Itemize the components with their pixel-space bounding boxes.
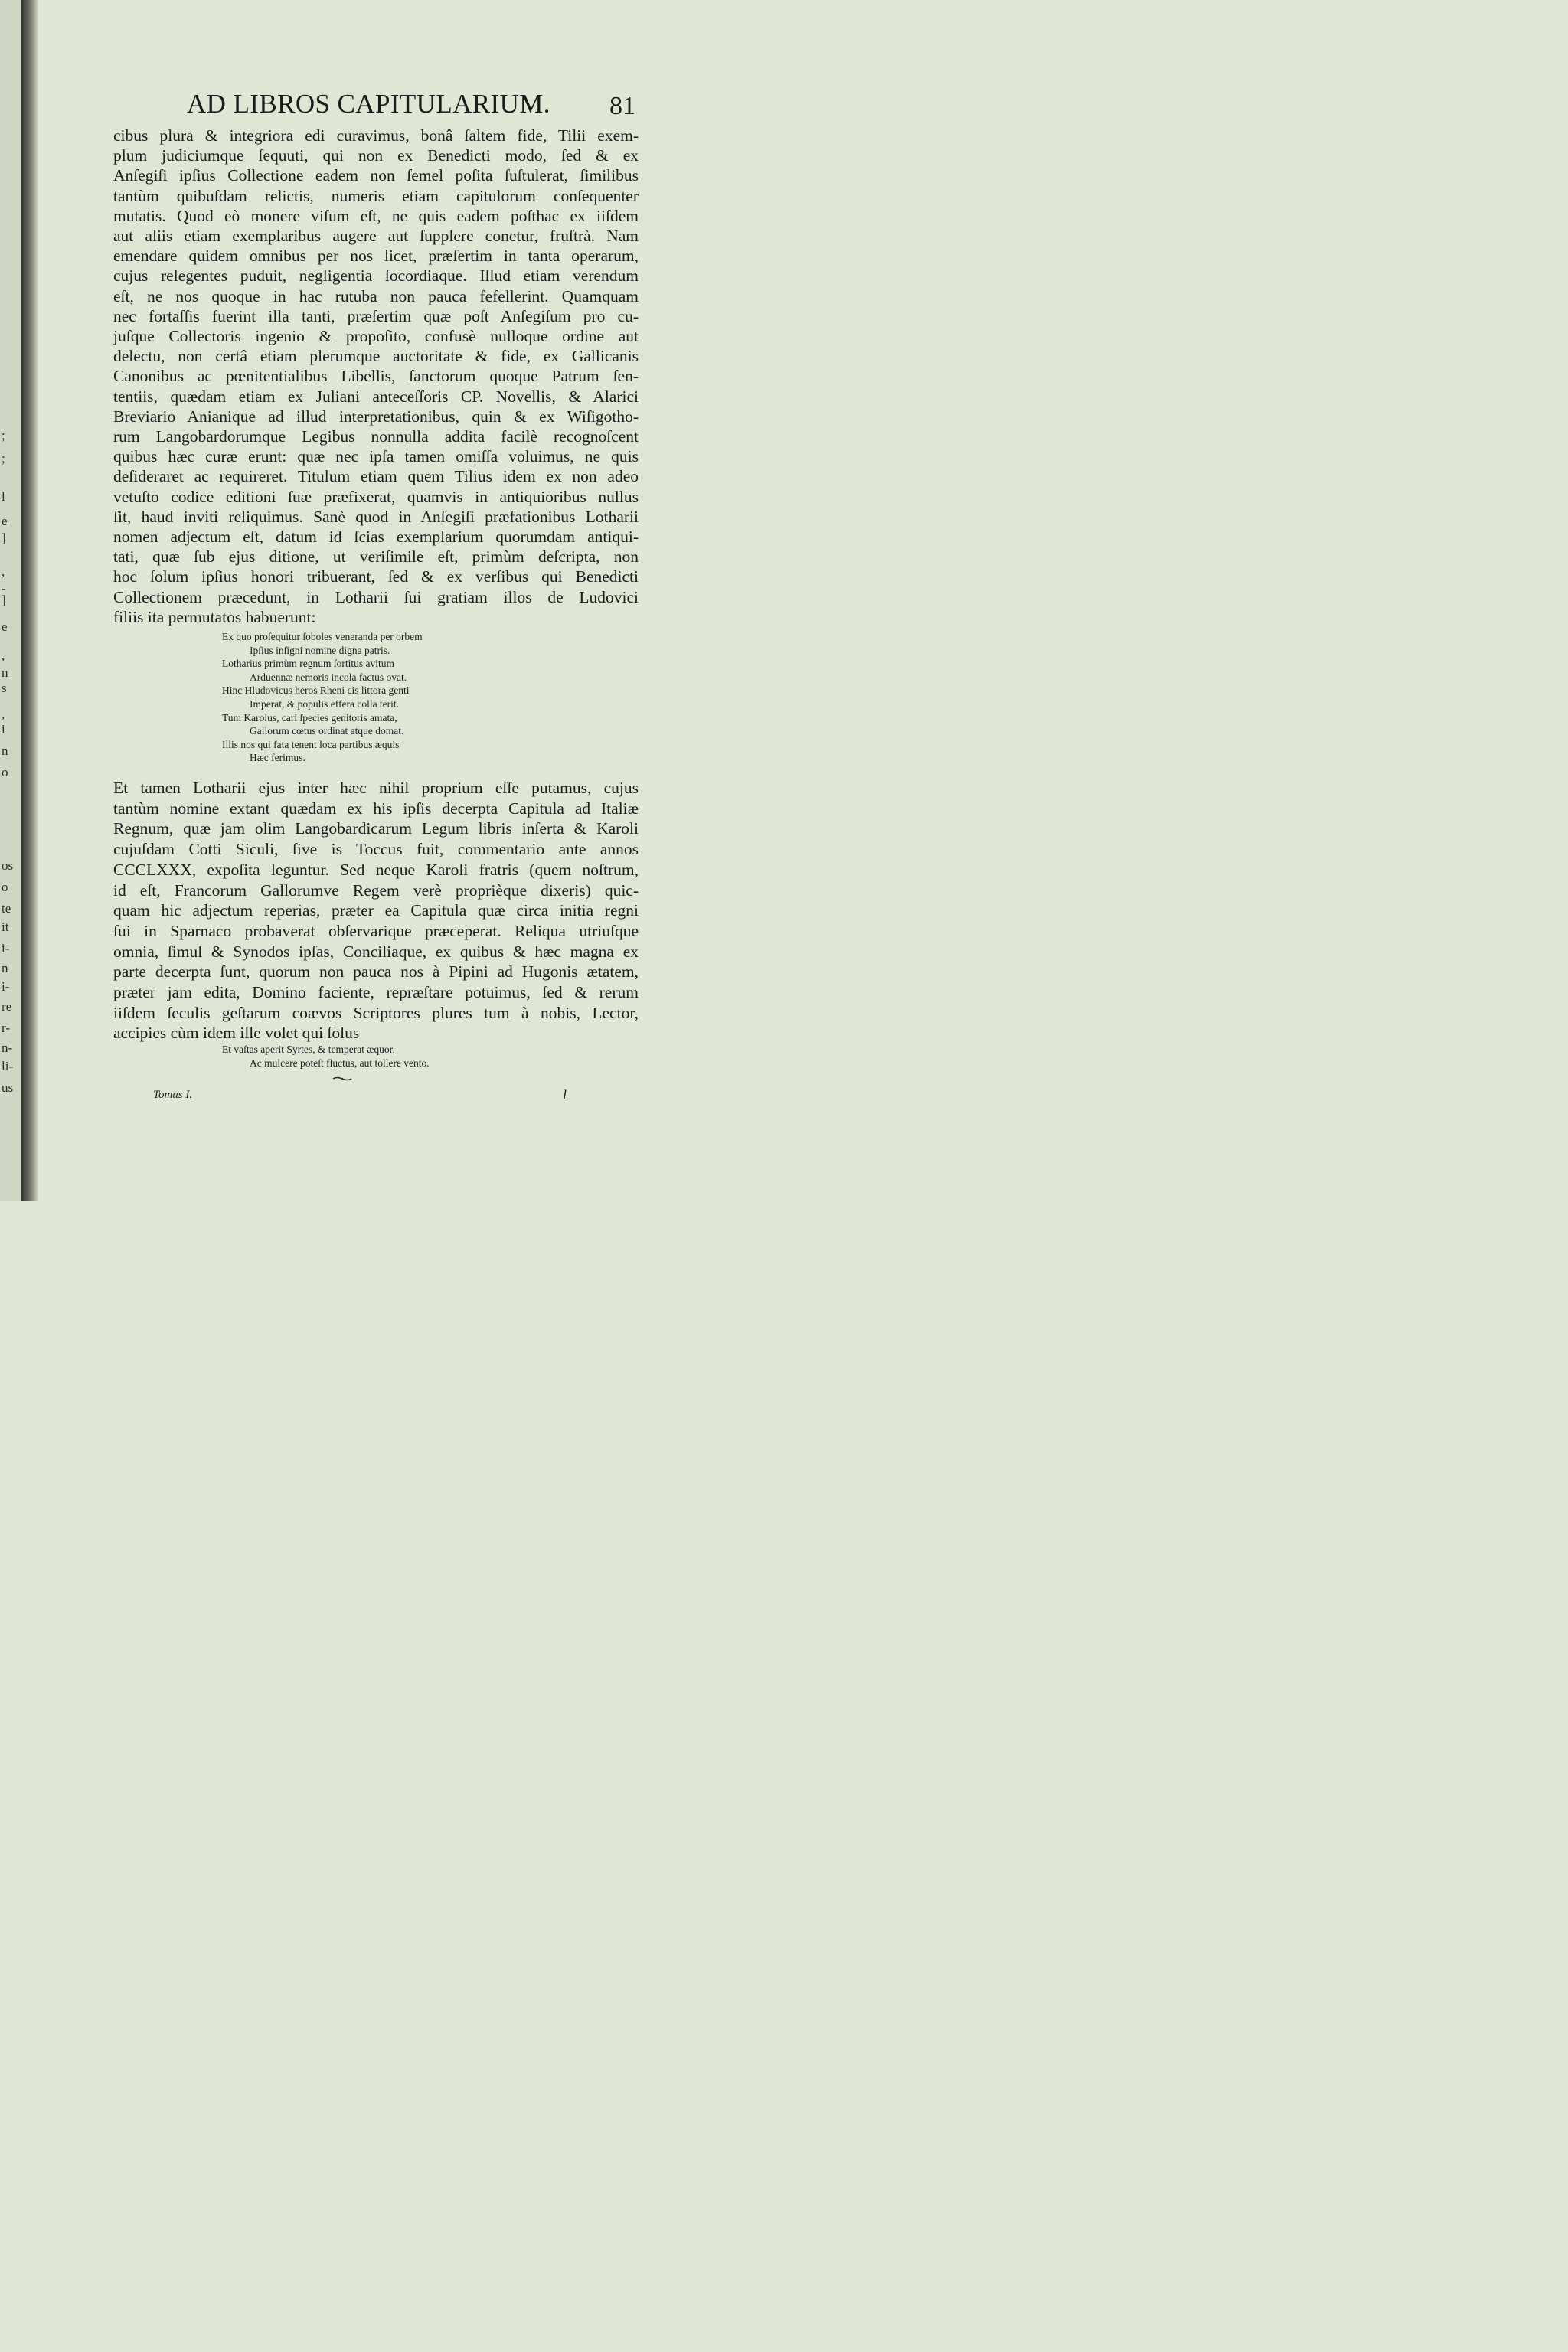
facing-page-fragment: , (2, 648, 5, 663)
text-line: Anſegiſi ipſius Collectione eadem non ſemel poſita ſuſtulerat, ſimilibus (113, 166, 639, 185)
facing-page-fragment: i- (2, 941, 10, 956)
signature-mark: l (563, 1087, 567, 1102)
facing-page-fragment: i- (2, 979, 10, 994)
facing-page-fragment: ; (2, 428, 5, 443)
text-line: quam hic adjectum reperias, præter ea Capitula quæ circa initia regni (113, 901, 639, 920)
text-line: vetuſto codice editioni ſuæ præfixerat, quamvis in antiquioribus nullus (113, 487, 639, 506)
facing-page-fragment: e (2, 514, 8, 528)
facing-page-fragment: ] (2, 531, 6, 545)
facing-page-fragment: n- (2, 1040, 13, 1055)
facing-page-fragment: it (2, 920, 9, 934)
text-line: parte decerpta ſunt, quorum non pauca nos à Pipini ad Hugonis ætatem, (113, 962, 639, 982)
verse-line: Ipſius inſigni nomine digna patris. (250, 644, 390, 656)
facing-page-fragment: n (2, 665, 8, 680)
facing-page-fragment: r- (2, 1021, 10, 1035)
text-line: tantùm quibuſdam relictis, numeris etiam capitulorum conſequenter (113, 186, 639, 205)
text-line: tentiis, quædam etiam ex Juliani anteceſſoris CP. Novellis, & Alarici (113, 387, 639, 406)
text-line: Regnum, quæ jam olim Langobardicarum Legum libris inſerta & Karoli (113, 819, 639, 838)
text-line: id eſt, Francorum Gallorumve Regem verè proprièque dixeris) quic- (113, 880, 639, 900)
text-line: aut aliis etiam exemplaribus augere aut ſupplere conetur, fruſtrà. Nam (113, 227, 639, 245)
facing-page-fragment: o (2, 765, 8, 779)
facing-page-fragment: re (2, 999, 12, 1014)
verse-line: Et vaſtas aperit Syrtes, & temperat æquor, (222, 1044, 395, 1055)
verse-line: Ac mulcere poteſt fluctus, aut tollere vento. (250, 1057, 430, 1069)
text-line: Breviario Anianique ad illud interpretationibus, quin & ex Wiſigotho- (113, 407, 639, 426)
facing-page-fragment: os (2, 858, 14, 873)
facing-page-fragment: , (2, 707, 5, 721)
facing-page-fragment: n (2, 743, 8, 758)
facing-page-fragment: l (2, 489, 5, 504)
facing-page-fragment: e (2, 619, 8, 634)
facing-page-fragment: s (2, 681, 7, 695)
text-line: præter jam edita, Domino faciente, repræſtare potuimus, ſed & rerum (113, 983, 639, 1001)
text-line: cibus plura & integriora edi curavimus, bonâ ſaltem fide, Tilii exem- (113, 126, 639, 145)
running-header: AD LIBROS CAPITULARIUM. (187, 89, 550, 119)
facing-page-fragment: te (2, 901, 11, 916)
facing-page-fragment: li- (2, 1059, 14, 1073)
verse-line: Lotharius primùm regnum ſortitus avitum (222, 658, 394, 670)
facing-page-fragment: i (2, 722, 5, 737)
text-line: mutatis. Quod eò monere viſum eſt, ne quis eadem poſthac ex iiſdem (113, 206, 639, 225)
verse-line: Ex quo proſequitur ſoboles veneranda per orbem (222, 631, 423, 642)
verse-line: Tum Karolus, cari ſpecies genitoris amata, (222, 711, 397, 724)
text-line: iiſdem ſeculis geſtarum coævos Scriptores plures tum à nobis, Lector, (113, 1003, 639, 1022)
verse-line: Hæc ferimus. (250, 752, 305, 764)
facing-page-fragment: us (2, 1080, 14, 1095)
text-line: deſideraret ac requireret. Titulum etiam quem Tilius idem ex non adeo (113, 467, 639, 486)
text-line: Et tamen Lotharii ejus inter hæc nihil proprium eſſe putamus, cujus (113, 779, 639, 797)
text-line: filiis ita permutatos habuerunt: (113, 607, 316, 626)
text-line: plum judiciumque ſequuti, qui non ex Benedicti modo, ſed & ex (113, 146, 639, 165)
printer-ornament (332, 1076, 352, 1081)
text-line: Canonibus ac pœnitentialibus Libellis, ſanctorum quoque Patrum ſen- (113, 367, 639, 386)
verse-line: Imperat, & populis effera colla terit. (250, 698, 400, 710)
text-line: rum Langobardorumque Legibus nonnulla addita facilè recognoſcent (113, 427, 639, 446)
facing-page-fragment: ; (2, 451, 5, 466)
text-line: delectu, non certâ etiam plerumque auctoritate & fide, ex Gallicanis (113, 347, 639, 366)
book-page (0, 0, 800, 1200)
text-line: juſque Collectoris ingenio & propoſito, confusè nulloque ordine aut (113, 327, 639, 345)
verse-line: Illis nos qui fata tenent loca partibus æquis (222, 738, 400, 750)
text-line: accipies cùm idem ille volet qui ſolus (113, 1024, 360, 1043)
text-line: hoc ſolum ipſius honori tribuerant, ſed & ex verſibus qui Benedicti (113, 567, 639, 586)
verse-line: Hinc Hludovicus heros Rheni cis littora genti (222, 684, 410, 697)
text-line: tantùm nomine extant quædam ex his ipſis decerpta Capitula ad Italiæ (113, 799, 639, 818)
text-line: cujus relegentes puduit, negligentia ſocordiaque. Illud etiam verendum (113, 266, 639, 286)
page-number: 81 (609, 92, 635, 120)
text-line: emendare quidem omnibus per nos licet, præſertim in tanta operarum, (113, 247, 639, 266)
text-line: cujuſdam Cotti Siculi, ſive is Toccus fuit, commentario ante annos (113, 840, 639, 859)
facing-page-fragment: ] (2, 593, 6, 607)
text-line: ſit, haud inviti reliquimus. Sanè quod in Anſegiſi præfationibus Lotharii (113, 507, 639, 526)
text-line: tati, quæ ſub ejus ditione, ut veriſimile eſt, primùm deſcripta, non (113, 547, 639, 567)
text-line: quibus hæc curæ erunt: quæ nec ipſa tamen omiſſa voluimus, ne quis (113, 447, 639, 466)
facing-page-fragment: n (2, 961, 8, 975)
facing-page-fragment: o (2, 880, 8, 894)
text-line: ſui in Sparnaco probaverat obſervarique præceperat. Reliqua utriuſque (113, 921, 639, 940)
volume-footer: Tomus I. (153, 1089, 193, 1101)
facing-page-fragment: , (2, 564, 5, 579)
text-line: omnia, ſimul & Synodos ipſas, Conciliaque, ex quibus & hæc magna ex (113, 942, 639, 961)
verse-line: Gallorum cœtus ordinat atque domat. (250, 725, 404, 737)
text-line: nomen adjectum eſt, datum id ſcias exemplarium quorumdam antiqui- (113, 528, 639, 546)
text-line: Collectionem præcedunt, in Lotharii ſui gratiam illos de Ludovici (113, 587, 639, 606)
text-line: nec fortaſſis fuerint illa tanti, præſertim quæ poſt Anſegiſum pro cu- (113, 306, 639, 325)
text-line: eſt, ne nos quoque in hac rutuba non pauca fefellerint. Quamquam (113, 286, 639, 305)
text-line: CCCLXXX, expoſita leguntur. Sed neque Karoli fratris (quem noſtrum, (113, 860, 639, 879)
verse-line: Arduennæ nemoris incola factus ovat. (250, 671, 407, 683)
facing-page-fragment: - (2, 581, 6, 596)
